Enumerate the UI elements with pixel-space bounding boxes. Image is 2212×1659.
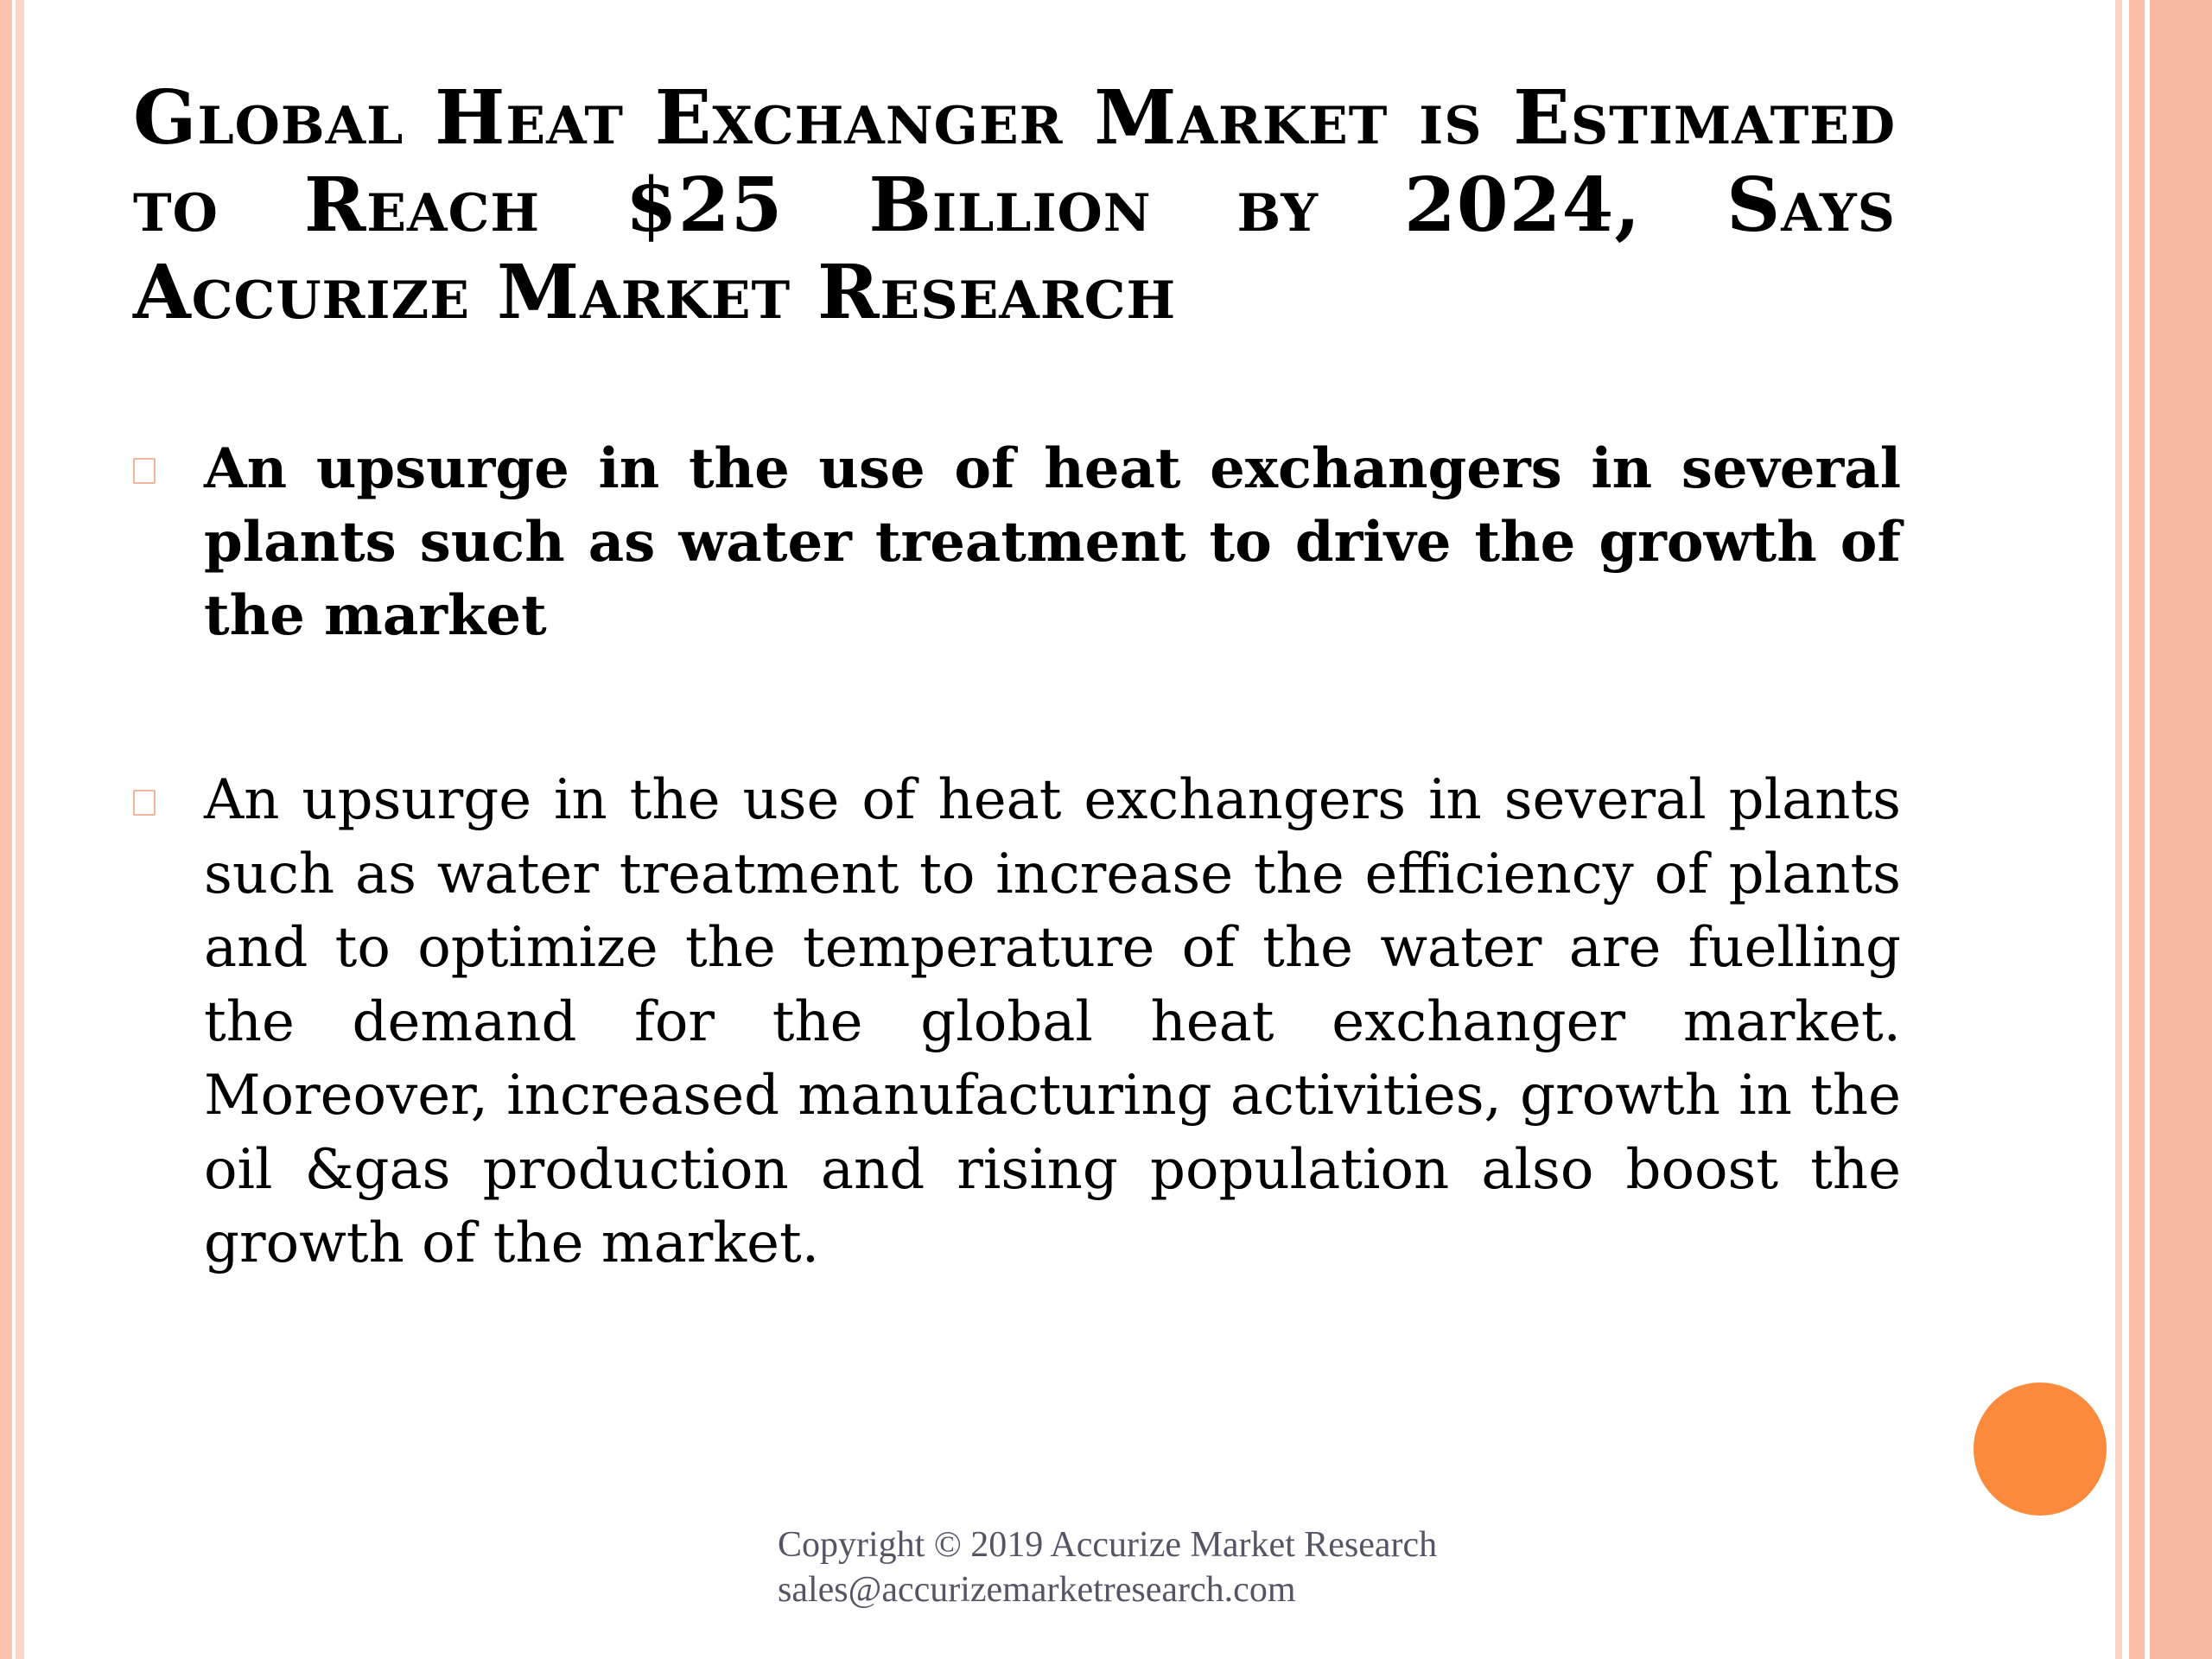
right-border-stripe xyxy=(2129,0,2145,1659)
contact-email-link[interactable]: sales@accurizemarketresearch.com xyxy=(778,1570,1296,1610)
copyright-text: Copyright © 2019 Accurize Market Research xyxy=(778,1525,1438,1565)
bullet-text: An upsurge in the use of heat exchangers in several plants such as water treatment to drive the growth of the market xyxy=(204,436,1901,648)
bullet-item-highlight xyxy=(133,432,1901,652)
right-border-gap xyxy=(2122,0,2129,1659)
right-border-stripe-thin xyxy=(2115,0,2122,1659)
left-border-stripe-inner xyxy=(16,0,24,1659)
square-bullet-icon xyxy=(133,790,156,816)
left-border-stripe xyxy=(0,0,12,1659)
footer xyxy=(778,1522,1437,1612)
right-border-band xyxy=(2150,0,2212,1659)
square-bullet-icon xyxy=(133,458,156,484)
orange-circle-decoration xyxy=(1974,1382,2107,1516)
bullet-text: An upsurge in the use of heat exchangers in several plants such as water treatment to increase the efficiency of plants and to optimize the temperature of the water are fuelling the demand for the global heat exchanger market. Moreover, increased manufacturing activities, growth in the oil &gas production and rising population also boost the growth of the market. xyxy=(204,768,1901,1275)
bullet-item-detail xyxy=(133,764,1901,1281)
slide-title: Global Heat Exchanger Market is Estimated to Reach $25 Billion by 2024, Says Accurize Market Research xyxy=(133,74,1896,336)
